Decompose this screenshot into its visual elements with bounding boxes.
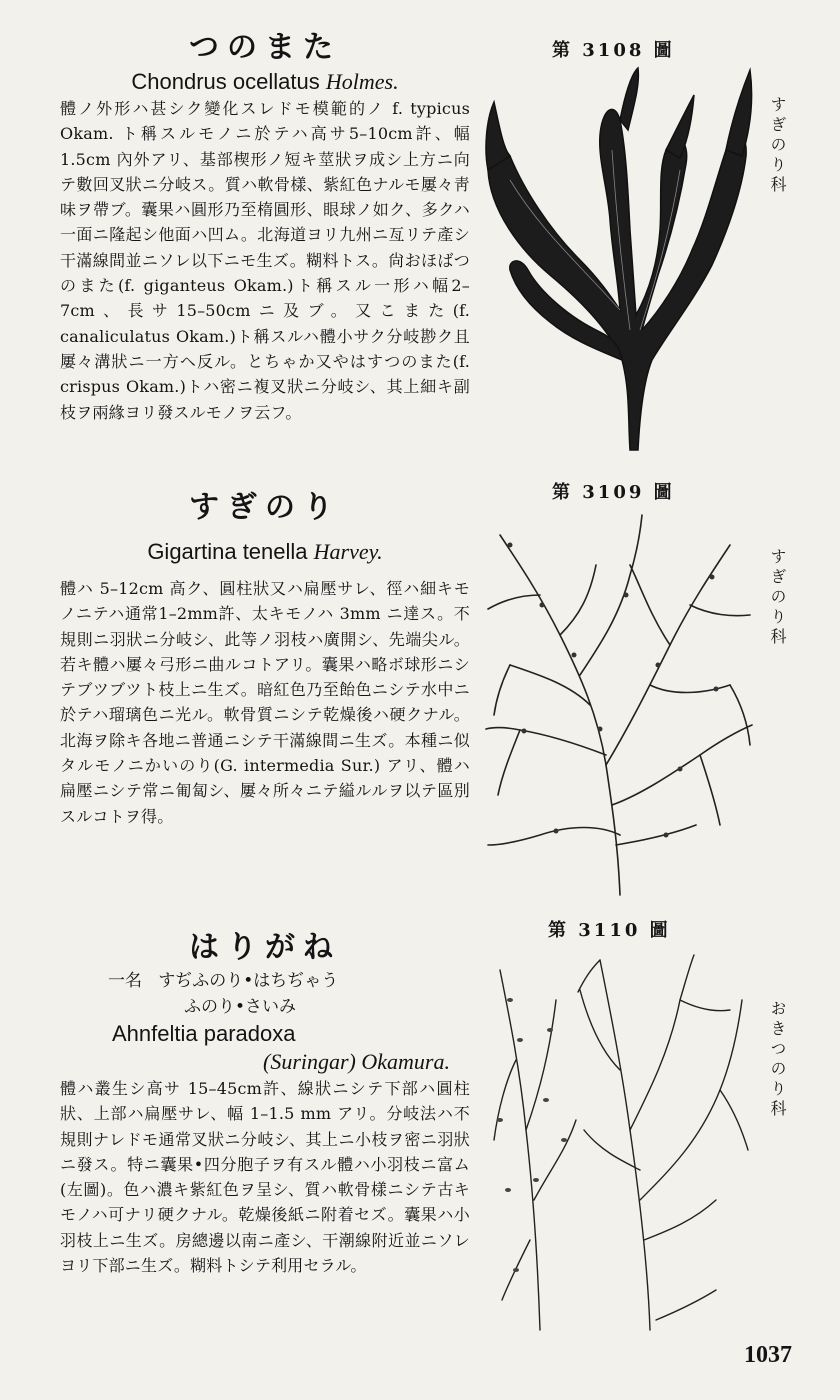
- entry-title: つのまた: [189, 30, 341, 65]
- figure-label: 第 3109 圖: [552, 482, 675, 503]
- suginori-illustration: [480, 505, 760, 900]
- species-author: Holmes.: [325, 69, 399, 94]
- family-label: おきつのり科: [768, 1000, 787, 1120]
- scientific-name: [60, 538, 470, 566]
- alternate-names: [60, 968, 470, 1020]
- alt-names-1: すぢふのり•はちぢゃう: [158, 971, 339, 991]
- entry-title: はりがね: [189, 930, 341, 965]
- species-name: Ahnfeltia paradoxa: [112, 1021, 296, 1046]
- species-author: Harvey.: [313, 539, 383, 564]
- alt-name-label: 一名: [108, 971, 142, 991]
- entry-title: すぎのり: [189, 490, 341, 525]
- species-name: Chondrus ocellatus: [131, 69, 320, 94]
- species-name: Gigartina tenella: [147, 539, 308, 564]
- harigane-illustration: [480, 940, 760, 1335]
- entry-suginori: [60, 488, 470, 829]
- entry-description: 體ハ叢生シ高サ 15–45cm許、線狀ニシテ下部ハ圓柱狀、上部ハ扁壓サレ、幅 1–1.5 mm アリ。分岐法ハ不規則ナレドモ通常叉狀ニ分岐シ、其上ニ小枝ヲ密ニ羽狀ニ發ス。特ニ囊果•四分胞子ヲ有スル體ハ小羽枝ニ富ム(左圖)。色ハ濃キ紫紅色ヲ呈シ、質ハ軟骨樣ニシテ古キモノハ可ナリ硬クナル。乾燥後紙ニ附着セズ。囊果ハ小羽枝上ニ生ズ。房總邊以南ニ產シ、干潮線附近並ニソレヨリ下部ニ生ズ。糊料トシテ利用セラル。: [60, 1079, 470, 1276]
- family-label: すぎのり科: [768, 548, 787, 648]
- page-number: 1037: [744, 1342, 792, 1368]
- family-label: すぎのり科: [768, 96, 787, 196]
- scientific-name: [60, 68, 470, 96]
- entry-description: 體ハ 5–12cm 高ク、圓柱狀又ハ扁壓サレ、徑ハ細キモノニテハ通常1–2mm許、太キモノハ 3mm ニ達ス。不規則ニ羽狀ニ分岐シ、此等ノ羽枝ハ廣開シ、先端尖ル。若キ體ハ屢々弓形ニ曲ルコトアリ。囊果ハ略ボ球形ニシテブツブツト枝上ニ生ズ。暗紅色乃至飴色ニシテ水中ニ於テハ瑠璃色ニ光ル。軟骨質ニシテ乾燥後ハ硬クナル。北海ヲ除キ各地ニ普通ニシテ干滿線間ニ生ズ。本種ニ似タルモノニかいのり(G. intermedia Sur.) アリ、體ハ扁壓ニシテ常ニ匍匐シ、屢々所々ニテ縊ルルヲ以テ區別スルコトヲ得。: [60, 579, 470, 826]
- alt-name-line-2: ふのり•さいみ: [184, 997, 297, 1017]
- species-author-name: Okamura.: [361, 1049, 450, 1074]
- figure-label: 第 3108 圖: [552, 40, 675, 61]
- figure-label: 第 3110 圖: [548, 920, 671, 941]
- species-author-paren: (Suringar): [263, 1049, 356, 1074]
- tsunomata-illustration: [480, 60, 760, 455]
- species-author: [60, 1048, 470, 1076]
- entry-description: 體ノ外形ハ甚シク變化スレドモ模範的ノ f. typicus Okam. ト稱スルモノニ於テハ高サ5–10cm許、幅 1.5cm 內外アリ、基部楔形ノ短キ莖狀ヲ成シ上方ニ向テ數回叉狀ニ分岐ス。質ハ軟骨樣、紫紅色ナルモ屢々靑味ヲ帶ブ。囊果ハ圓形乃至楕圓形、眼球ノ如ク、多クハ一面ニ隆起シ他面ハ凹ム。北海道ヨリ九州ニ亙リテ產シ干滿線間並ニソレ以下ニモ生ズ。糊料トス。尙おほばつのまた(f. giganteus Okam.)ト稱スル一形ハ幅2–7cm、長サ15–50cmニ及ブ。又こまた(f. canaliculatus Okam.)ト稱スルハ體小サク分岐尠ク且屢々溝狀ニ一方ヘ反ル。とちゃか又やはすつのまた(f. crispus Okam.)トハ密ニ複叉狀ニ分岐シ、其上細キ副枝ヲ兩緣ヨリ發スルモノヲ云フ。: [60, 99, 470, 422]
- entry-tsunomata: [60, 28, 470, 425]
- entry-harigane: [60, 928, 470, 1278]
- alt-name-line-1: [108, 968, 470, 994]
